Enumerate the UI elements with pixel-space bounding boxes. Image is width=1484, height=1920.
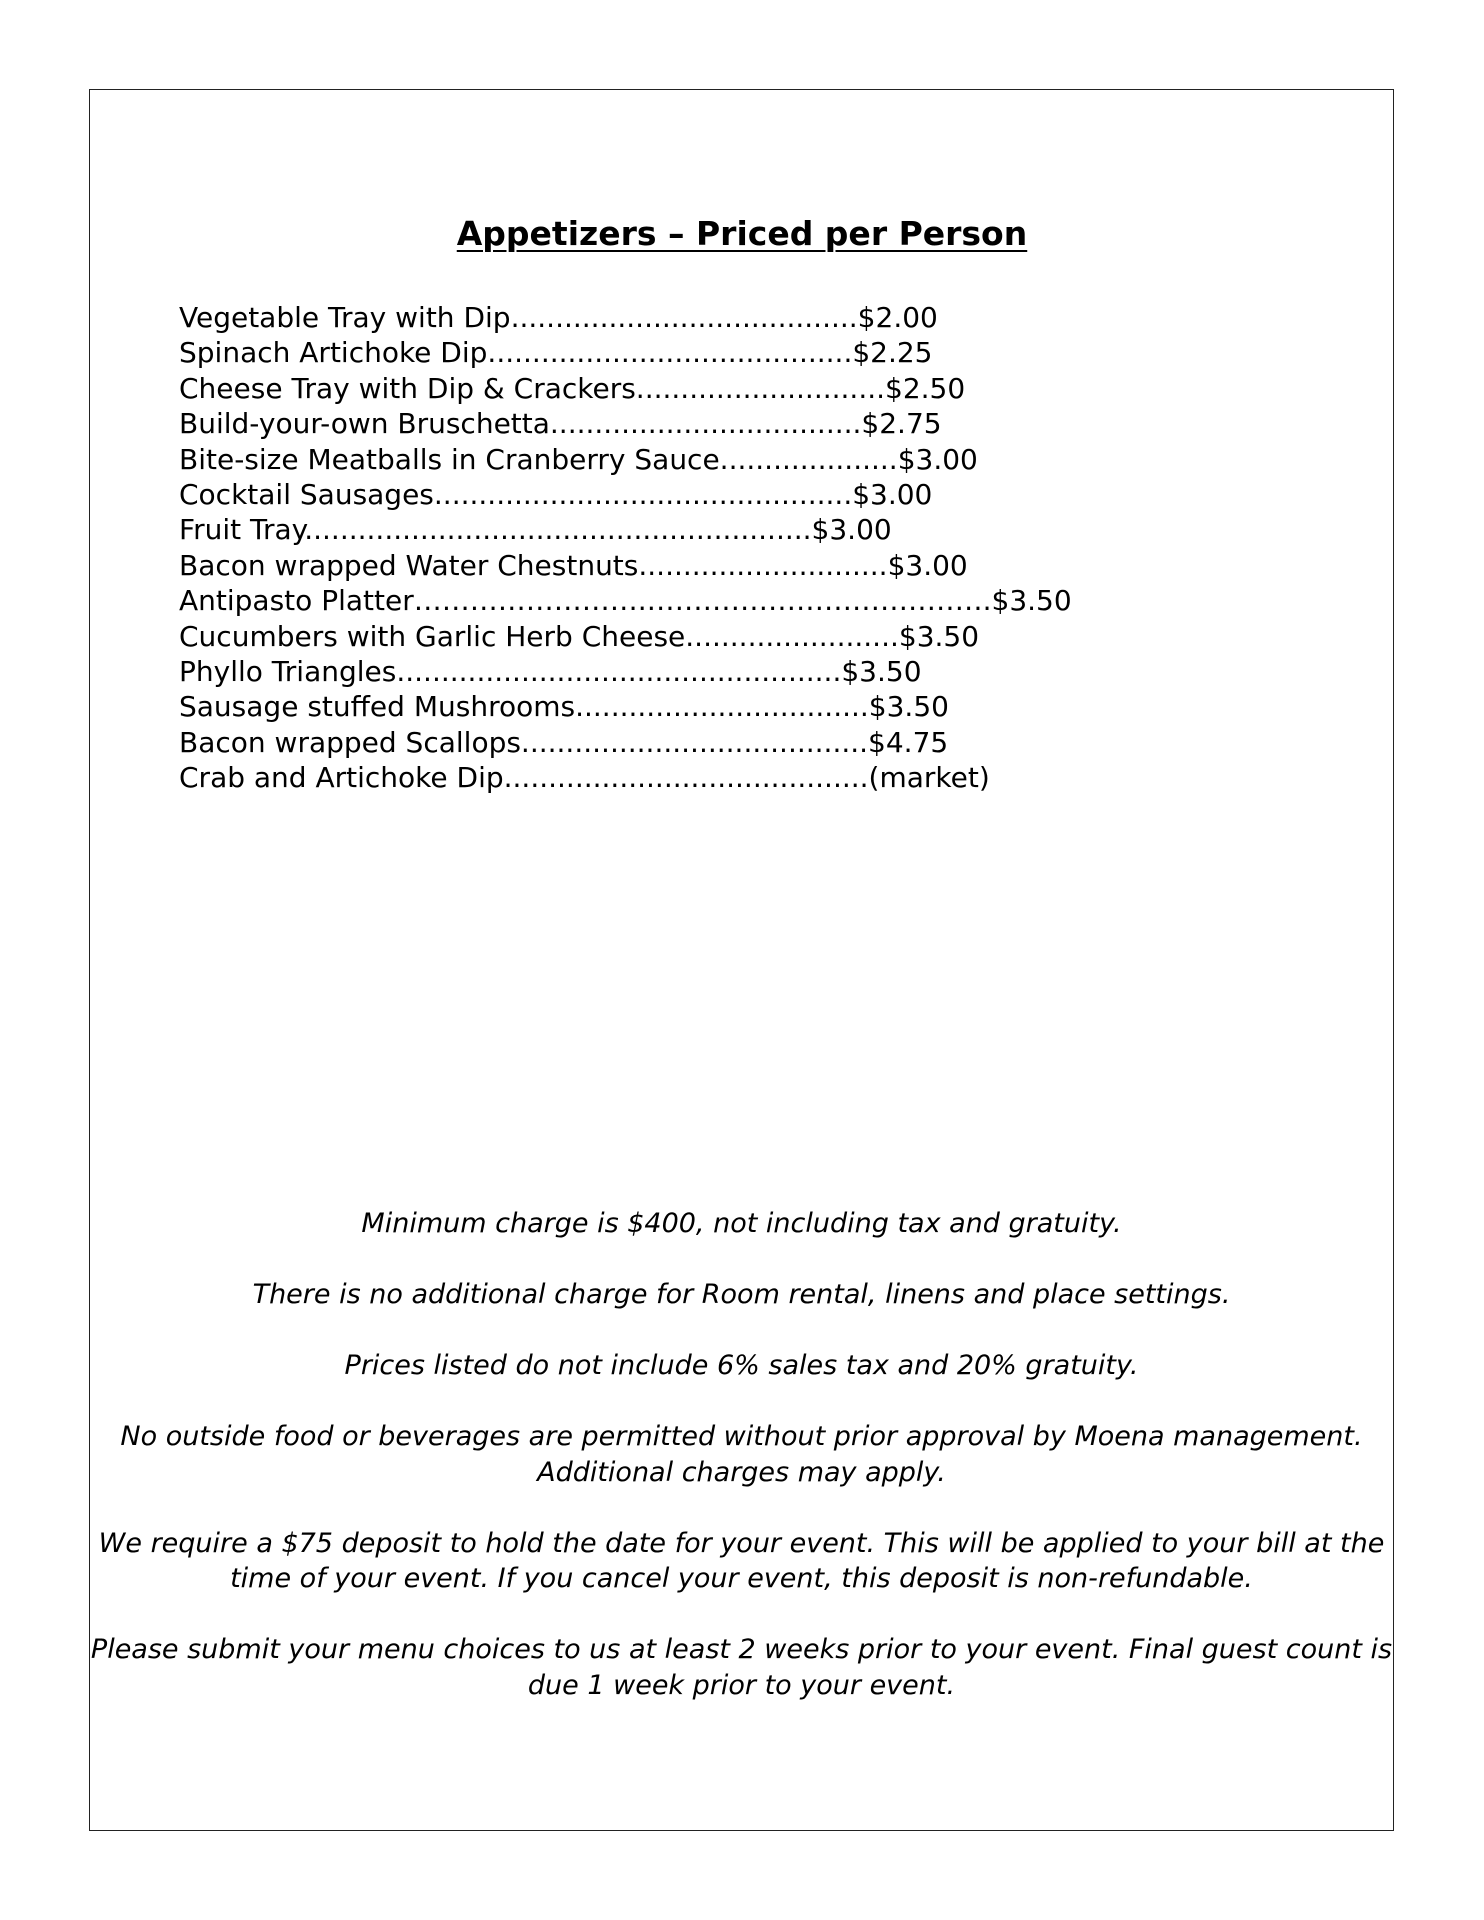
note-deposit: We require a $75 deposit to hold the date for your event. This will be applied to your bill at the time of your event. If you cancel your event, this deposit is non-refundable. xyxy=(98,1527,1385,1594)
menu-title: Appetizers – Priced per Person xyxy=(456,214,1028,253)
menu-item-meatballs: Bite-size Meatballs in Cranberry Sauce....................$3.00 xyxy=(179,442,978,476)
note-tax-gratuity: Prices listed do not include 6% sales tax and 20% gratuity. xyxy=(344,1350,1139,1381)
note-room-rental: There is no additional charge for Room rental, linens and place settings. xyxy=(252,1279,1231,1310)
menu-item-bruschetta: Build-your-own Bruschetta...................................$2.75 xyxy=(179,407,942,441)
menu-item-vegetable-tray: Vegetable Tray with Dip.......................................$2.00 xyxy=(179,301,938,334)
menu-item-antipasto-platter: Antipasto Platter…………………….……………………………….$3.50 xyxy=(179,584,1072,618)
menu-item-spinach-artichoke-dip: Spinach Artichoke Dip.........................................$2.25 xyxy=(179,336,933,370)
note-outside-food: No outside food or beverages are permitted without prior approval by Moena management. Additional charges may apply. xyxy=(120,1421,1363,1488)
menu-item-scallops: Bacon wrapped Scallops.......................................$4.75 xyxy=(179,725,949,759)
menu-item-crab-artichoke-dip: Crab and Artichoke Dip.........................................(market) xyxy=(179,761,990,795)
menu-item-cocktail-sausages: Cocktail Sausages...............................................$3.00 xyxy=(179,477,933,511)
menu-item-stuffed-mushrooms: Sausage stuffed Mushrooms.................................$3.50 xyxy=(179,690,949,724)
note-submission-deadline: Please submit your menu choices to us at least 2 weeks prior to your event. Final guest count is due 1 week prior to your event. xyxy=(90,1634,1393,1701)
note-minimum-charge: Minimum charge is $400, not including tax and gratuity. xyxy=(361,1208,1122,1239)
policy-notes xyxy=(89,1206,1394,1703)
appetizer-list xyxy=(179,300,1129,795)
menu-item-cucumbers: Cucumbers with Garlic Herb Cheese........................$3.50 xyxy=(179,619,980,653)
menu-item-fruit-tray: Fruit Tray.........................................................$3.00 xyxy=(179,513,892,547)
menu-item-water-chestnuts: Bacon wrapped Water Chestnuts............................$3.00 xyxy=(179,548,968,582)
menu-item-cheese-tray: Cheese Tray with Dip & Crackers............................$2.50 xyxy=(179,371,966,405)
menu-item-phyllo-triangles: Phyllo Triangles..................................................$3.50 xyxy=(179,654,922,688)
